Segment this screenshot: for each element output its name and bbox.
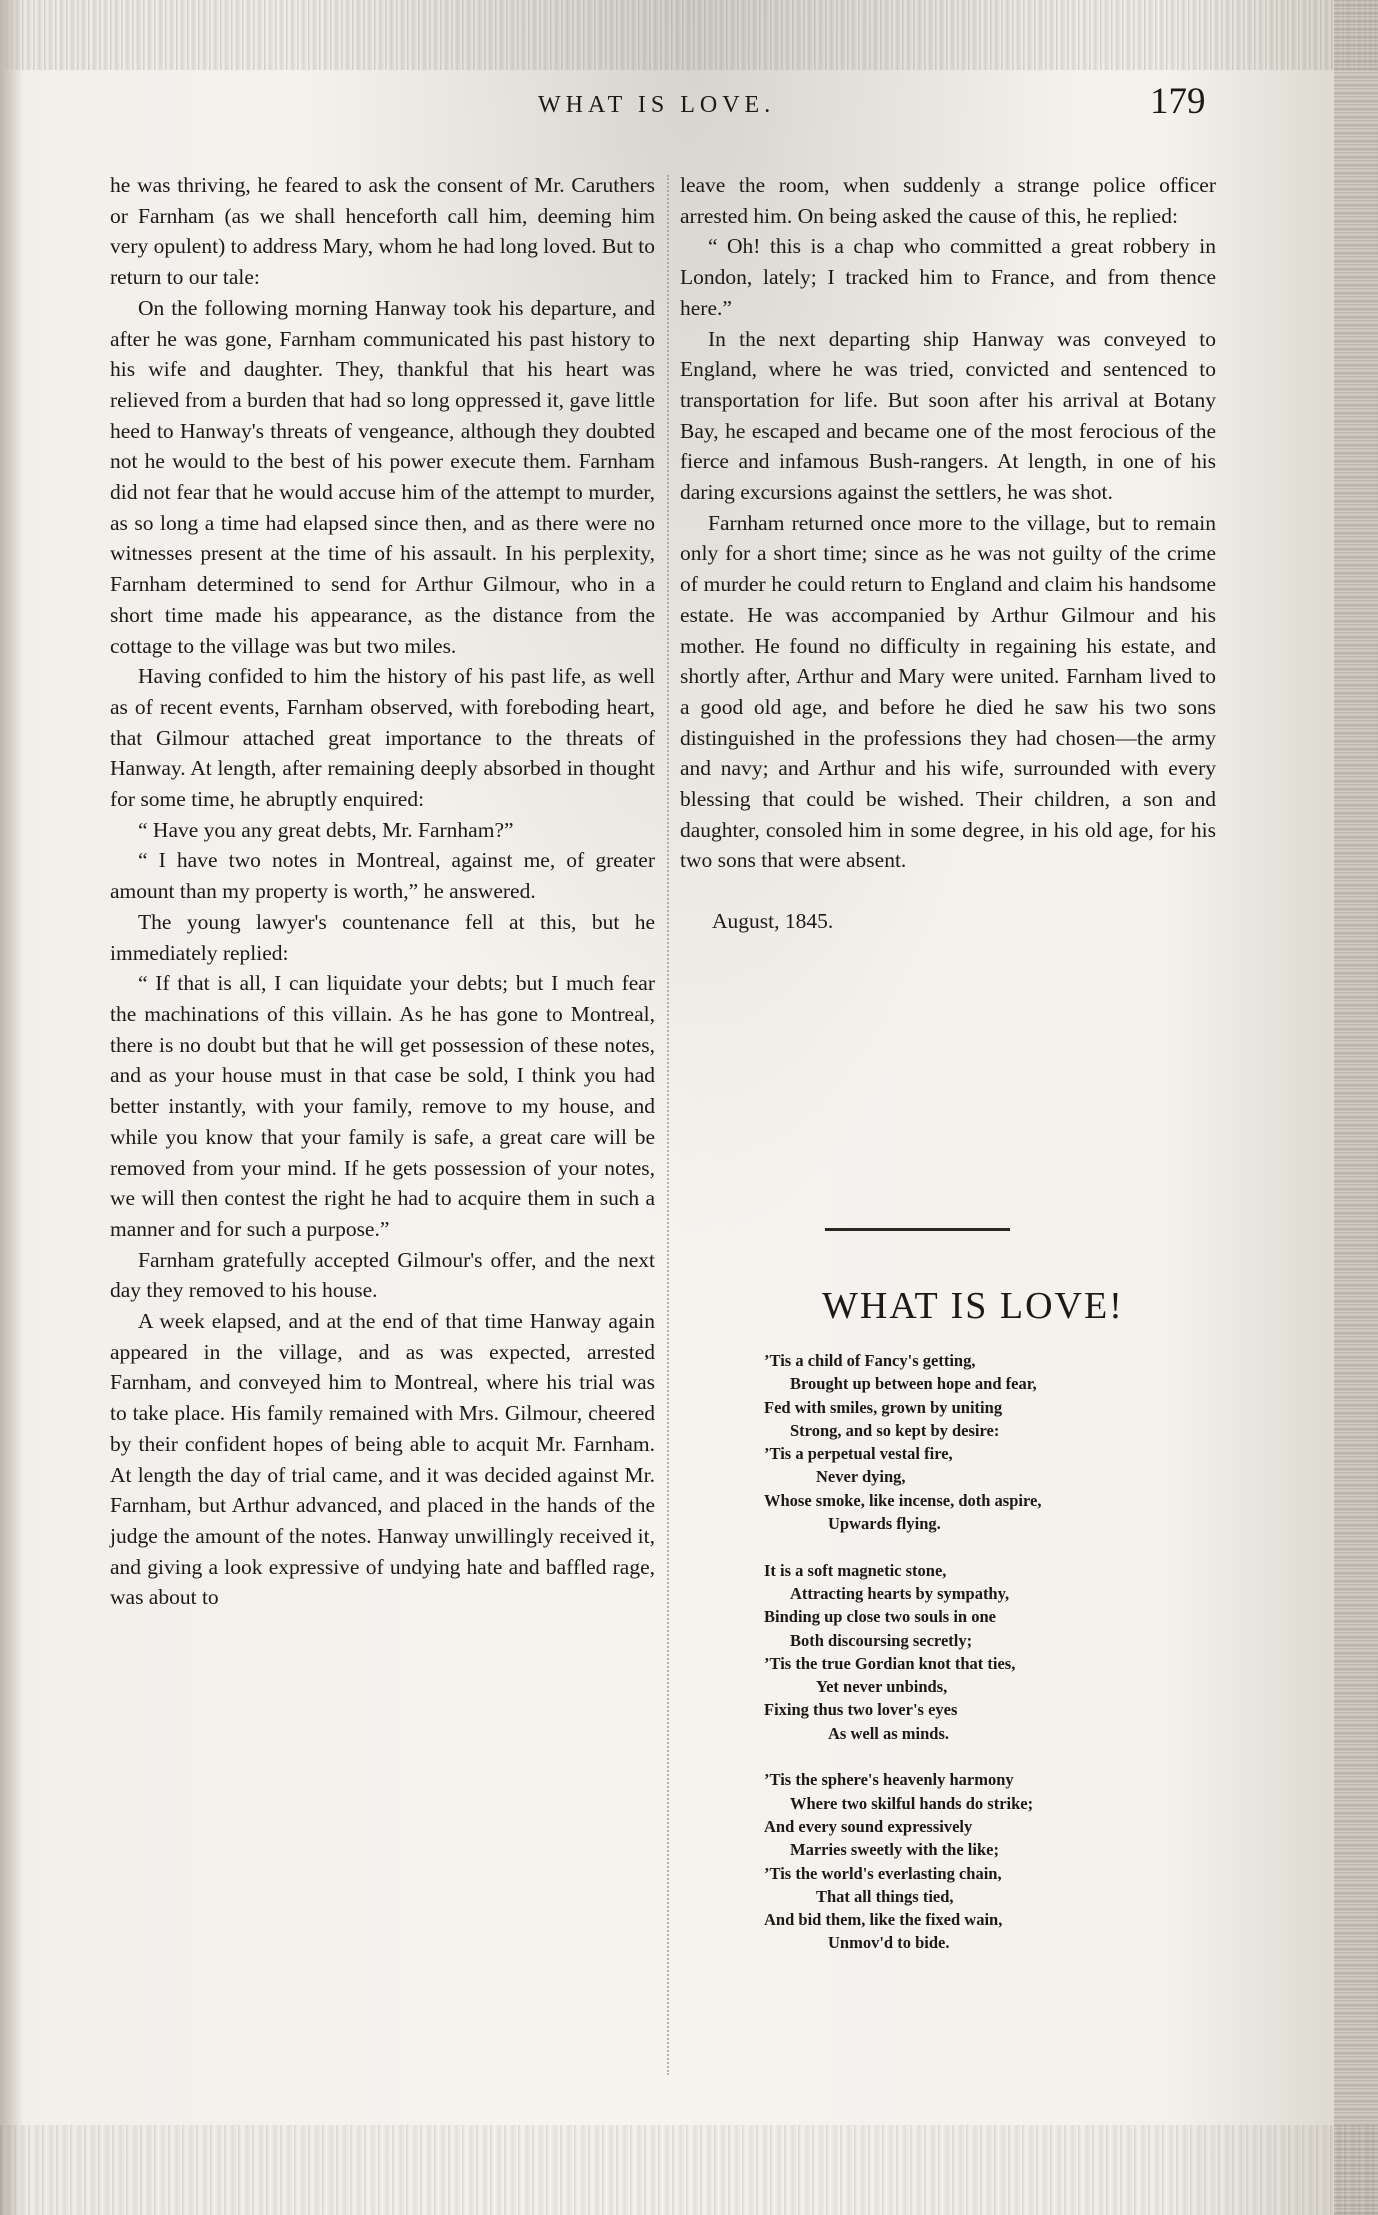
paragraph: “ Oh! this is a chap who committed a great robbery in London, lately; I tracked him to France, and from thence here.” xyxy=(680,234,1216,320)
poem-line: Binding up close two souls in one xyxy=(764,1607,996,1627)
page-number: 179 xyxy=(1150,81,1206,122)
paragraph: A week elapsed, and at the end of that time Hanway again appeared in the village, and as was expected, arrested Farnham, and conveyed him to Montreal, where his trial was to take place. His family remained with Mrs. Gilmour, cheered by their confident hopes of being able to acquit Mr. Farnham. At length the day of trial came, and it was decided against Mr. Farnham, but Arthur advanced, and placed in the hands of the judge the amount of the notes. Hanway unwillingly received it, and giving a look expressive of undying hate and baffled rage, was about to xyxy=(110,1309,655,1610)
poem-line: As well as minds. xyxy=(828,1723,950,1743)
column-divider xyxy=(667,175,669,2075)
poem-line: ’Tis a perpetual vestal fire, xyxy=(764,1444,953,1464)
poem-line: Brought up between hope and fear, xyxy=(790,1374,1037,1394)
paragraph: In the next departing ship Hanway was conveyed to England, where he was tried, convicted and sentenced to transportation for life. But soon after his arrival at Botany Bay, he escaped and became one of the most ferocious of the fierce and infamous Bush-rangers. At length, in one of his daring excursions against the settlers, he was shot. xyxy=(680,326,1216,505)
poem-line: ’Tis the world's everlasting chain, xyxy=(764,1863,1002,1883)
poem-line: Marries sweetly with the like; xyxy=(790,1840,999,1860)
paragraph: On the following morning Hanway took his departure, and after he was gone, Farnham communicated his past history to his wife and daughter. They, thankful that his heart was relieved from a burden that had so long oppressed it, gave little heed to Hanway's threats of vengeance, although they doubted not he would to the best of his power execute them. Farnham did not fear that he would accuse him of the attempt to murder, as so long a time had elapsed since then, and as there were no witnesses present at the time of his assault. In his perplexity, Farnham determined to send for Arthur Gilmour, who in a short time made his appearance, as the distance from the cottage to the village was but two miles. xyxy=(110,295,655,658)
poem-line: Strong, and so kept by desire: xyxy=(790,1420,1000,1440)
paragraph: “ If that is all, I can liquidate your debts; but I much fear the machinations of this villain. As he has gone to Montreal, there is no doubt but that he will get possession of these notes, and as your house must in that case be sold, I think you had better instantly, with your family, remove to my house, and while you know that your family is safe, a great care will be removed from your mind. If he gets possession of your notes, we will then contest the right he had to acquire them in such a manner and for such a purpose.” xyxy=(110,971,655,1241)
poem-stanza xyxy=(764,1559,1224,1745)
running-title: WHAT IS LOVE. xyxy=(538,92,776,118)
poem-line: And every sound expressively xyxy=(764,1816,973,1836)
poem-line: Attracting hearts by sympathy, xyxy=(790,1583,1010,1603)
poem-line: Whose smoke, like incense, doth aspire, xyxy=(764,1490,1042,1510)
paragraph: Farnham returned once more to the village, but to remain only for a short time; since as he was not guilty of the crime of murder he could return to England and claim his handsome estate. He was accompanied by Arthur Gilmour and his mother. He found no difficulty in regaining his estate, and shortly after, Arthur and Mary were united. Farnham lived to a good old age, and before he died he saw his two sons distinguished in the professions they had chosen—the army and navy; and Arthur and his wife, surrounded with every blessing that could be wished. Their children, a son and daughter, consoled him in some degree, in his old age, for his two sons that were absent. xyxy=(680,510,1216,873)
poem-line: Both discoursing secretly; xyxy=(790,1630,973,1650)
paragraph: “ Have you any great debts, Mr. Farnham?” xyxy=(138,817,514,842)
paragraph: “ I have two notes in Montreal, against me, of greater amount than my property is worth,” he answered. xyxy=(110,848,655,904)
poem-line: And bid them, like the fixed wain, xyxy=(764,1910,1003,1930)
poem-line: Upwards flying. xyxy=(828,1514,941,1534)
right-column xyxy=(680,170,1216,937)
poem-title: WHAT IS LOVE! xyxy=(822,1285,1124,1327)
poem-line: That all things tied, xyxy=(816,1886,954,1906)
poem xyxy=(764,1349,1224,1978)
poem-line: ’Tis the sphere's heavenly harmony xyxy=(764,1770,1014,1790)
paragraph: Farnham gratefully accepted Gilmour's offer, and the next day they removed to his house. xyxy=(110,1247,655,1303)
paragraph: The young lawyer's countenance fell at this, but he immediately replied: xyxy=(110,909,655,965)
dateline: August, 1845. xyxy=(712,909,834,934)
poem-line: Fed with smiles, grown by uniting xyxy=(764,1397,1003,1417)
poem-line: ’Tis a child of Fancy's getting, xyxy=(764,1351,976,1370)
poem-stanza xyxy=(764,1349,1224,1535)
paragraph: he was thriving, he feared to ask the consent of Mr. Caruthers or Farnham (as we shall henceforth call him, deeming him very opulent) to address Mary, whom he had long loved. But to return to our tale: xyxy=(110,173,655,290)
poem-line: It is a soft magnetic stone, xyxy=(764,1560,947,1580)
poem-line: Fixing thus two lover's eyes xyxy=(764,1700,958,1720)
left-column xyxy=(110,170,655,1613)
poem-line: Never dying, xyxy=(816,1467,906,1487)
page-right-edge-binding xyxy=(1334,0,1378,2215)
poem-stanza xyxy=(764,1768,1224,1954)
paragraph: leave the room, when suddenly a strange police officer arrested him. On being asked the cause of this, he replied: xyxy=(680,173,1216,228)
poem-line: Where two skilful hands do strike; xyxy=(790,1793,1034,1813)
page-left-edge-shadow xyxy=(0,0,24,2215)
section-divider-rule xyxy=(825,1228,1010,1231)
poem-line: ’Tis the true Gordian knot that ties, xyxy=(764,1653,1016,1673)
page-top-edge-noise xyxy=(0,0,1378,70)
poem-line: Yet never unbinds, xyxy=(816,1677,948,1697)
paragraph: Having confided to him the history of his past life, as well as of recent events, Farnham observed, with foreboding heart, that Gilmour attached great importance to the threats of Hanway. At length, after remaining deeply absorbed in thought for some time, he abruptly enquired: xyxy=(110,664,655,812)
poem-line: Unmov'd to bide. xyxy=(828,1933,950,1953)
page-bottom-edge-noise xyxy=(0,2125,1378,2215)
